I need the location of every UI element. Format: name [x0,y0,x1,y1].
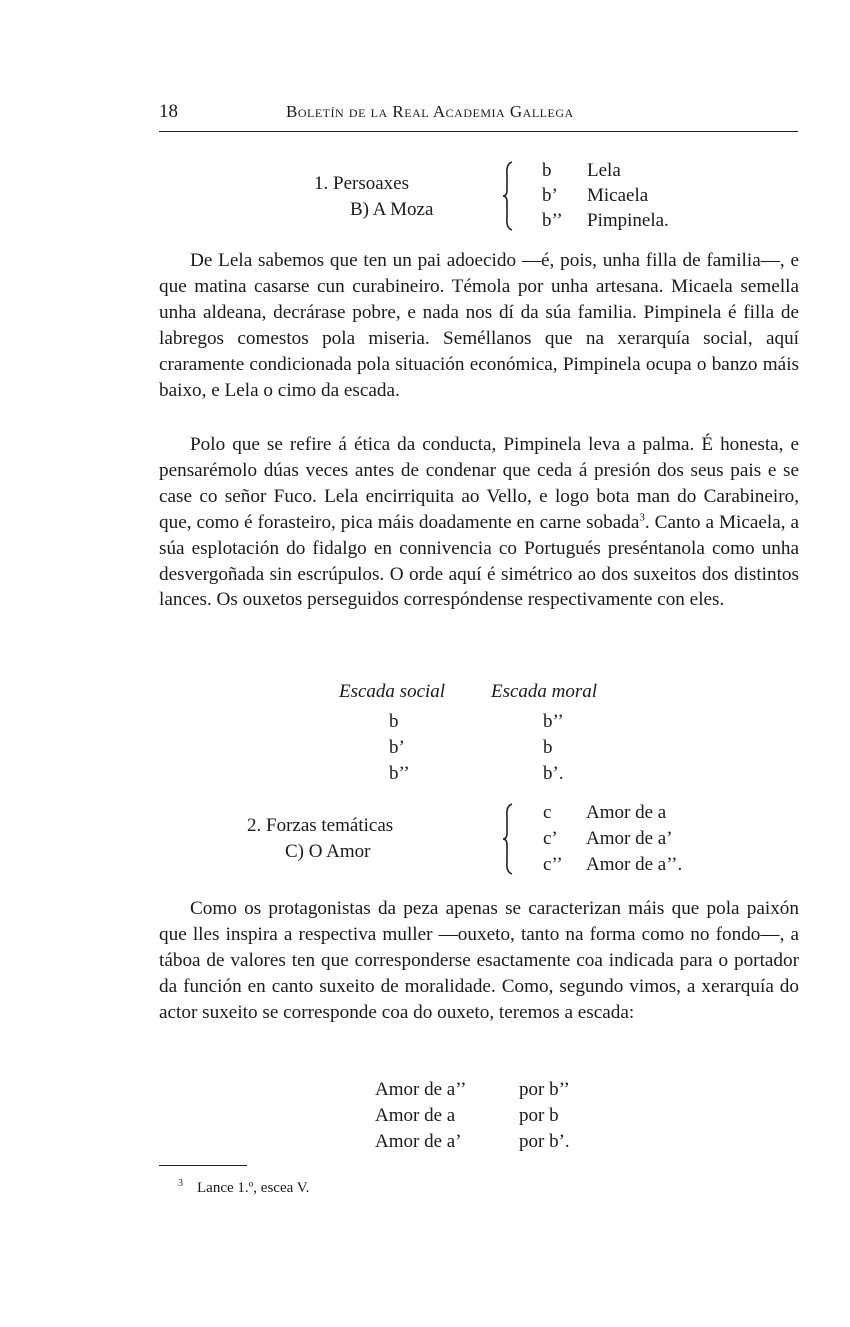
scale-moral-2: b [543,737,553,758]
paragraph-2-text [159,432,799,613]
schema2-sym-2: c’ [543,828,558,849]
scale-moral-3: b’. [543,763,564,784]
footnote-text: Lance 1.º, escea V. [197,1180,310,1196]
schema2-brace [502,802,516,876]
paragraph-1 [159,248,799,403]
scale-social-2: b’ [389,737,405,758]
ladder-por-1: por b’’ [519,1079,570,1100]
schema2-name-1: Amor de a [586,802,667,823]
paragraph-2-part-a: Polo que se refire á ética da conducta, Pimpinela leva a palma. É honesta, e pensarémolo dúas veces antes de condenar que ceda á presión dos seus pais e se case co señor Fuco. Lela encirriquita ao Vello, e logo bota man do Carabineiro, que, como é forasteiro, pica máis doadamente en carne sobada [159,434,799,533]
header-rule [159,131,798,132]
schema1-line1: 1. Persoaxes [314,173,409,194]
paragraph-1-text: De Lela sabemos que ten un pai adoecido —é, pois, unha filla de familia—, e que matina casarse cun curabineiro. Témola por unha artesana. Micaela semella unha aldeana, decrárase pobre, e nada nos dí da súa familia. Pimpinela é filla de labregos comestos pola miseria. Seméllanos que na xerarquía social, aquí craramente condicionada pola situación económica, Pimpinela ocupa o banzo máis baixo, e Lela o cimo da escada. [159,250,799,401]
schema1-brace [502,160,516,232]
schema1-sym-1: b [542,160,552,181]
paragraph-2 [159,432,799,613]
schema2-sym-1: c [543,802,552,823]
footnote-ref: 3 [639,511,645,524]
running-title: Boletín de la Real Academia Gallega [286,102,574,121]
ladder-love-2: Amor de a [375,1105,456,1126]
scale-heading-social: Escada social [339,681,446,702]
footnote [178,1178,309,1197]
schema1-line2: B) A Moza [350,199,434,220]
paragraph-3 [159,896,799,1026]
schema2-name-2: Amor de a’ [586,828,673,849]
schema1-sym-2: b’ [542,185,558,206]
ladder-love-3: Amor de a’ [375,1131,462,1152]
schema2-line1: 2. Forzas temáticas [247,815,394,836]
paragraph-2-part-b: . Canto a Micaela, a súa esplotación do fidalgo en connivencia co Portugués preséntanola como unha desvergoñada sin escrúpulos. O orde aquí é simétrico ao dos suxeitos dos distintos lances. Os ouxetos perseguidos correspóndense respectivamente con eles. [159,511,800,611]
scale-heading-moral: Escada moral [491,681,598,702]
ladder-por-3: por b’. [519,1131,570,1152]
footnote-rule [159,1165,247,1166]
ladder-love-1: Amor de a’’ [375,1079,467,1100]
paragraph-3-text: Como os protagonistas da peza apenas se caracterizan máis que pola paixón que lles inspira a respectiva muller —ouxeto, tanto na forma como no fondo—, a táboa de valores ten que corresponderse esactamente coa indicada para o portador da función en canto suxeito de moralidade. Como, segundo vimos, a xerarquía do actor suxeito se corresponde coa do ouxeto, teremos a escada: [159,898,799,1023]
footnote-number: 3 [178,1178,183,1189]
scale-social-3: b’’ [389,763,410,784]
schema2-name-3: Amor de a’’. [586,854,683,875]
schema1-name-3: Pimpinela. [587,210,669,231]
schema1-sym-3: b’’ [542,210,563,231]
schema2-line2: C) O Amor [285,841,371,862]
schema2-sym-3: c’’ [543,854,563,875]
schema1-name-2: Micaela [587,185,649,206]
page-number: 18 [159,101,178,122]
scale-moral-1: b’’ [543,711,564,732]
ladder-por-2: por b [519,1105,559,1126]
scale-social-1: b [389,711,399,732]
schema1-name-1: Lela [587,160,621,181]
